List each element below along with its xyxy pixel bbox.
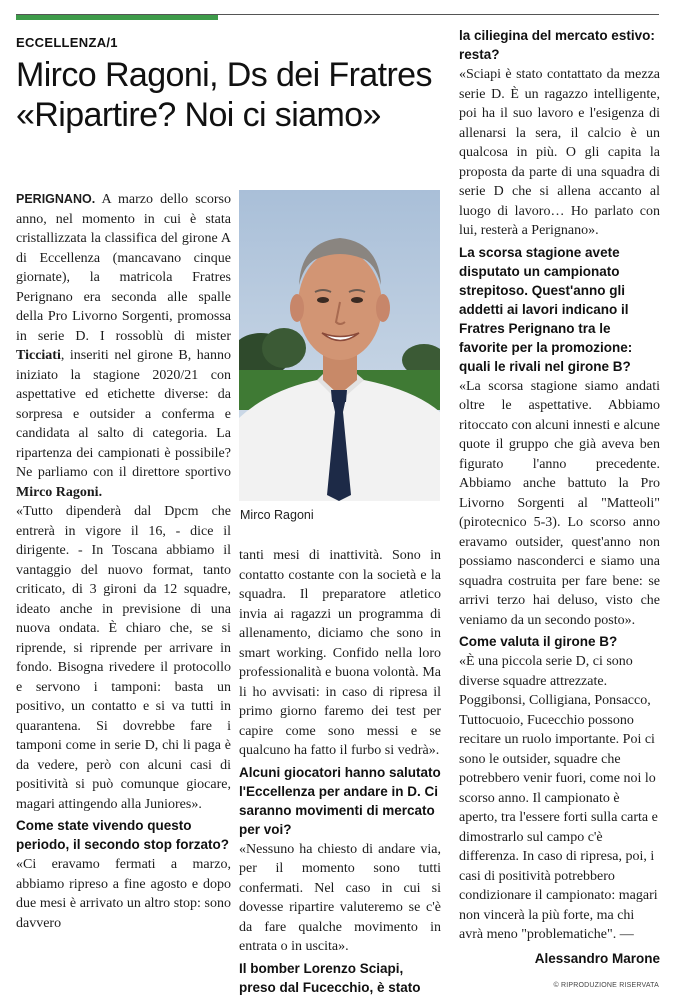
paragraph: «La scorsa stagione siamo andati oltre le aspettative. Abbiamo ritoccato con alcuni innesti e alcune quote il gruppo che già aveva ben figurato l'anno precedente. Abbiamo anche battuto la Pro Livorno Sorgenti al "Matteoli" (pirotecnico 5-3). Lo scorso anno eravamo outsider, quest'anno non possiamo nasconderci e siamo una squadra costruita per fare bene: se arrivi terzo hai deluso, visto che veniamo da un secondo posto». bbox=[459, 378, 660, 628]
paragraph: «Ci eravamo fermati a marzo, abbiamo ripreso a fine agosto e dopo due mesi è arrivato un altro stop: sono davvero bbox=[16, 857, 231, 931]
section-kicker: ECCELLENZA/1 bbox=[16, 35, 118, 50]
paragraph: «Tutto dipenderà dal Dpcm che entrerà in vigore il 16, - dice il dirigente. - In Toscana abbiamo il vantaggio del nuovo format, tanto criticato, di 3 gironi da 12 squadre, ideato anche in previsione di una nuova ondata. È chiaro che, se si riprende, si riprende per arrivare in fondo. Bisogna rivedere il protocollo e servono i tamponi: basta un positivo, un contatto e si va tutti in quarantena. Si dovrebbe fare i tamponi come in serie D, chi li paga è da vedere, però con alcuni casi di positività si può comunque giocare, magari attingendo alla Juniores». bbox=[16, 504, 231, 812]
paragraph: «Sciapi è stato contattato da mezza serie D. È un ragazzo intelligente, poi ha il suo lavoro e l'esigenza di allenarsi la sera, il calcio è un qualcosa in più. O gli capita la proposta da parte di una squadra di serie D che si allena accanto al luogo di lavoro… Ho parlato con lui, resterà a Perignano». bbox=[459, 67, 660, 238]
paragraph: tanti mesi di inattività. Sono in contatto costante con la società e la squadra. Il preparatore atletico invia ai ragazzi un programma di allenamento, diciamo che sono in smart working. Confido nella loro professionalità e buona volontà. Ma li ho avvisati: in caso di ripresa il primo giorno faremo dei test per capire come sono messi e se qualcuno ha fatto il furbo si vedrà». bbox=[239, 548, 441, 758]
column-2 bbox=[239, 546, 441, 998]
paragraph: «Nessuno ha chiesto di andare via, per il momento sono tutti confermati. Nel caso in cui si dovesse ripartire valuteremo se c'è da fare qualche movimento in entrata o in uscita». bbox=[239, 841, 441, 954]
section-accent-bar bbox=[16, 15, 218, 20]
headline-line-1: Mirco Ragoni, Ds dei Fratres bbox=[16, 56, 432, 94]
coach-name: Ticciati bbox=[16, 348, 61, 363]
question: la ciliegina del mercato estivo: resta? bbox=[459, 28, 655, 62]
question: Il bomber Lorenzo Sciapi, preso dal Fucecchio, è stato bbox=[239, 960, 421, 995]
column-1 bbox=[16, 190, 231, 933]
question: Come state vivendo questo periodo, il secondo stop forzato? bbox=[16, 818, 230, 852]
column-3 bbox=[459, 26, 660, 968]
portrait-photo bbox=[239, 190, 440, 501]
dateline: PERIGNANO. bbox=[16, 192, 96, 206]
author-byline: Alessandro Marone bbox=[534, 950, 660, 966]
intro-paragraph: PERIGNANO. A marzo dello scorso anno, nel momento in cui è stata cristallizzata la classifica del girone A di Eccellenza (mancavano cinque giornate), la matricola Fratres Perignano era seconda alle spalle della Pro Livorno Sorgenti, promossa in serie D. I rossoblù di mister Ticciati, inseriti nel girone B, hanno iniziato la stagione 2020/21 con aspettative ed etichette diverse: da sorpresa e outsider a conferma e candidata al salto di categoria. La ripartenza dei campionati è possibile? Ne parliamo con il direttore sportivo Mirco Ragoni. bbox=[16, 192, 231, 500]
question: Come valuta il girone B? bbox=[459, 634, 618, 649]
headline bbox=[16, 55, 441, 135]
portrait-illustration bbox=[239, 190, 440, 501]
question: La scorsa stagione avete disputato un campionato strepitoso. Quest'anno gli addetti ai lavori indicano il Fratres Perignano tra le favorite per la promozione: quali le rivali nel girone B? bbox=[459, 244, 633, 374]
headline-line-2: «Ripartire? Noi ci siamo» bbox=[16, 96, 381, 134]
question: Alcuni giocatori hanno salutato l'Eccellenza per andare in D. Ci saranno movimenti di mercato per voi? bbox=[239, 764, 441, 837]
copyright-notice: © RIPRODUZIONE RISERVATA bbox=[553, 982, 659, 989]
photo-caption: Mirco Ragoni bbox=[240, 508, 314, 522]
ds-name: Mirco Ragoni. bbox=[16, 484, 103, 500]
paragraph: «È una piccola serie D, ci sono diverse squadre attrezzate. Poggibonsi, Colligiana, Ponsacco, Tuttocuoio, Fucecchio possono recitare un ruolo importante. Poi ci sono le outsider, squadre che potrebbero venir fuori, come noi lo scorso anno. Il campionato è aperto, tra l'essere forti sulla carta e dimostrarlo sul campo c'è differenza. In caso di ripresa, poi, i casi di positività potrebbero condizionare il campionato: magari non vincerà la più forte, ma chi avrà meno "problematiche". — bbox=[459, 654, 658, 942]
